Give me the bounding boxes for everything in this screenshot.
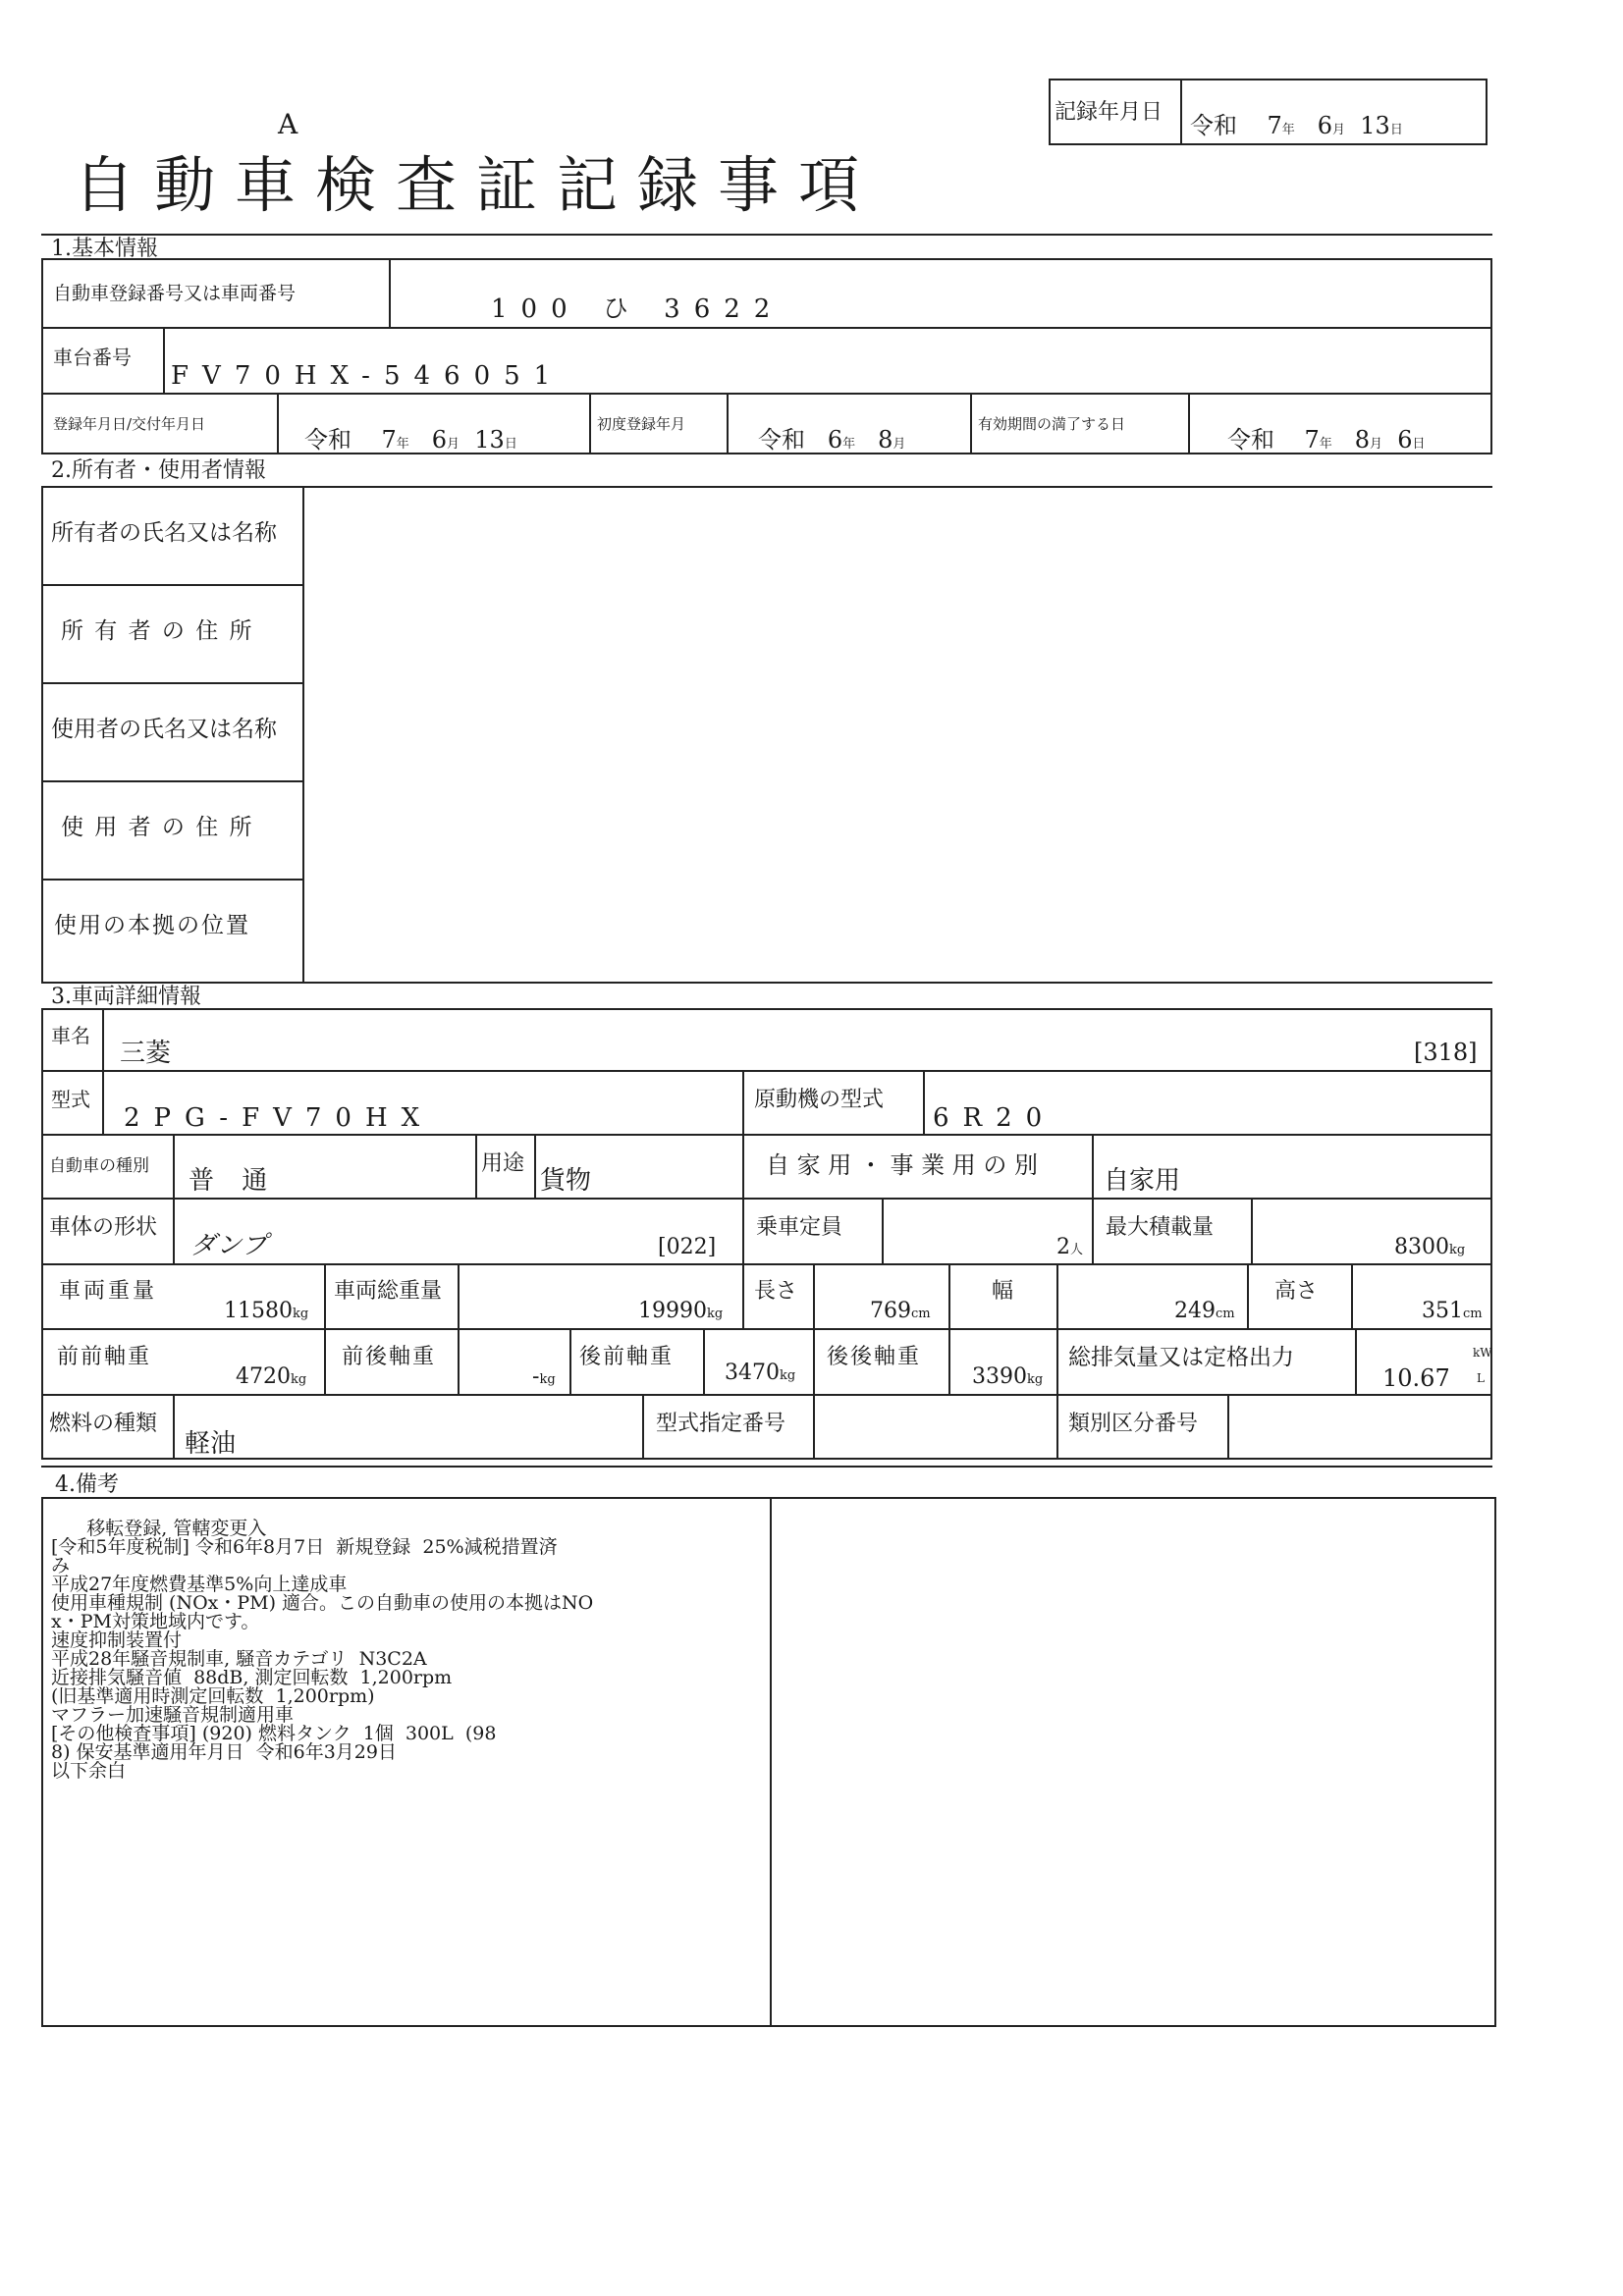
remarks-line: 平成27年度燃費基準5%向上達成車 bbox=[51, 1574, 348, 1595]
fuel-type: 軽油 bbox=[185, 1429, 237, 1459]
section-basic-title: 1.基本情報 bbox=[51, 237, 158, 261]
vehicle-weight: 11580kg bbox=[224, 1299, 309, 1323]
user-name-label: 使用者の氏名又は名称 bbox=[51, 717, 277, 742]
gross-weight: 19990kg bbox=[638, 1299, 724, 1323]
section-vehicle-title: 3.車両詳細情報 bbox=[51, 985, 201, 1009]
type-approval-label: 型式指定番号 bbox=[656, 1412, 786, 1436]
remarks-line: 移転登録, 管轄変更入 bbox=[51, 1518, 267, 1539]
reg-number-label: 自動車登録番号又は車両番号 bbox=[53, 283, 297, 304]
fuel-label: 燃料の種類 bbox=[49, 1412, 158, 1436]
fr-axle-weight: -kg bbox=[532, 1364, 556, 1389]
engine-model: 6R20 bbox=[933, 1103, 1056, 1133]
remarks-line: 8) 保安基準適用年月日 令和6年3月29日 bbox=[51, 1741, 397, 1763]
displacement: 10.67 bbox=[1382, 1364, 1450, 1392]
max-load-label: 最大積載量 bbox=[1106, 1215, 1215, 1240]
remarks-line: 近接排気騒音値 88dB, 測定回転数 1,200rpm bbox=[51, 1667, 453, 1688]
vehicle-name: 三菱 bbox=[120, 1039, 172, 1068]
width: 249cm bbox=[1174, 1299, 1235, 1323]
width-label: 幅 bbox=[992, 1279, 1014, 1304]
version-mark: A bbox=[278, 108, 298, 140]
rr-axle-weight: 3390kg bbox=[972, 1364, 1044, 1389]
section-owner-title: 2.所有者・使用者情報 bbox=[51, 458, 266, 483]
length-label: 長さ bbox=[754, 1279, 798, 1304]
section-remarks-title: 4.備考 bbox=[55, 1472, 119, 1497]
model-label: 型式 bbox=[51, 1088, 90, 1111]
displacement-unit-kw: kW bbox=[1473, 1346, 1492, 1360]
expiry-date: 令和 7年 8月 6日 bbox=[1227, 426, 1426, 454]
capacity-label: 乗車定員 bbox=[756, 1215, 843, 1240]
max-load: 8300kg bbox=[1394, 1235, 1466, 1259]
gross-label: 車両総重量 bbox=[334, 1279, 443, 1304]
owner-name-label: 所有者の氏名又は名称 bbox=[51, 520, 277, 546]
fr-axle-label: 前後軸重 bbox=[342, 1345, 437, 1369]
first-reg-date: 令和 6年 8月 bbox=[758, 426, 906, 454]
weight-label: 車両重量 bbox=[59, 1279, 158, 1304]
ff-axle-weight: 4720kg bbox=[236, 1364, 307, 1389]
remarks-text bbox=[51, 1520, 768, 1781]
displacement-unit-l: L bbox=[1477, 1371, 1485, 1385]
user-address-label: 使 用 者 の 住 所 bbox=[61, 815, 254, 840]
remarks-line: (旧基準適用時測定回転数 1,200rpm) bbox=[51, 1685, 375, 1707]
body-shape: ダンプ bbox=[190, 1231, 268, 1260]
category-label: 類別区分番号 bbox=[1068, 1412, 1199, 1436]
vehicle-name-code: [318] bbox=[1414, 1039, 1478, 1066]
rf-axle-label: 後前軸重 bbox=[579, 1345, 675, 1369]
engine-label: 原動機の型式 bbox=[754, 1088, 885, 1112]
private-business: 自家用 bbox=[1104, 1166, 1181, 1196]
remarks-line: み bbox=[51, 1555, 71, 1576]
record-date: 令和 7年 6月 13日 bbox=[1190, 112, 1403, 139]
remarks-line: [その他検査事項] (920) 燃料タンク 1個 300L (98 bbox=[51, 1723, 497, 1744]
vehicle-use: 貨物 bbox=[540, 1166, 592, 1196]
vehicle-name-label: 車名 bbox=[51, 1024, 90, 1047]
private-label: 自 家 用 ・ 事 業 用 の 別 bbox=[766, 1151, 1039, 1179]
remarks-line: 使用車種規制 (NOx・PM) 適合。この自動車の使用の本拠はNO bbox=[51, 1592, 594, 1614]
use-label: 用途 bbox=[481, 1151, 525, 1176]
rf-axle-weight: 3470kg bbox=[725, 1361, 796, 1385]
rr-axle-label: 後後軸重 bbox=[827, 1345, 922, 1369]
chassis-label: 車台番号 bbox=[53, 346, 132, 369]
owner-address-label: 所 有 者 の 住 所 bbox=[61, 618, 254, 644]
model: 2PG-FV70HX bbox=[124, 1103, 434, 1133]
page-title: 自動車検査証記録事項 bbox=[74, 149, 880, 221]
remarks-line: x・PM対策地域内です。 bbox=[51, 1611, 260, 1632]
height: 351cm bbox=[1422, 1299, 1483, 1323]
length: 769cm bbox=[870, 1299, 931, 1323]
reg-date: 令和 7年 6月 13日 bbox=[304, 426, 517, 454]
ff-axle-label: 前前軸重 bbox=[57, 1345, 152, 1369]
first-reg-label: 初度登録年月 bbox=[597, 415, 686, 433]
displacement-label: 総排気量又は定格出力 bbox=[1068, 1345, 1294, 1370]
vehicle-kind: 普 通 bbox=[189, 1166, 278, 1196]
record-date-label: 記録年月日 bbox=[1055, 100, 1163, 125]
body-code: [022] bbox=[658, 1235, 717, 1259]
body-label: 車体の形状 bbox=[49, 1215, 158, 1240]
expiry-label: 有効期間の満了する日 bbox=[978, 415, 1126, 433]
capacity: 2人 bbox=[1056, 1235, 1084, 1259]
remarks-line: 速度抑制装置付 bbox=[51, 1629, 183, 1651]
remarks-line: マフラー加速騒音規制適用車 bbox=[51, 1704, 295, 1726]
remarks-line: [令和5年度税制] 令和6年8月7日 新規登録 25%減税措置済 bbox=[51, 1536, 558, 1558]
remarks-line: 平成28年騒音規制車, 騒音カテゴリ N3C2A bbox=[51, 1648, 427, 1670]
height-label: 高さ bbox=[1274, 1279, 1319, 1304]
reg-number: 100 ひ 3622 bbox=[491, 294, 784, 324]
chassis-number: FV70HX-546051 bbox=[171, 361, 565, 391]
remarks-line: 以下余白 bbox=[51, 1760, 127, 1782]
base-location-label: 使用の本拠の位置 bbox=[54, 913, 250, 938]
kind-label: 自動車の種別 bbox=[49, 1156, 149, 1176]
reg-date-label: 登録年月日/交付年月日 bbox=[53, 415, 206, 433]
